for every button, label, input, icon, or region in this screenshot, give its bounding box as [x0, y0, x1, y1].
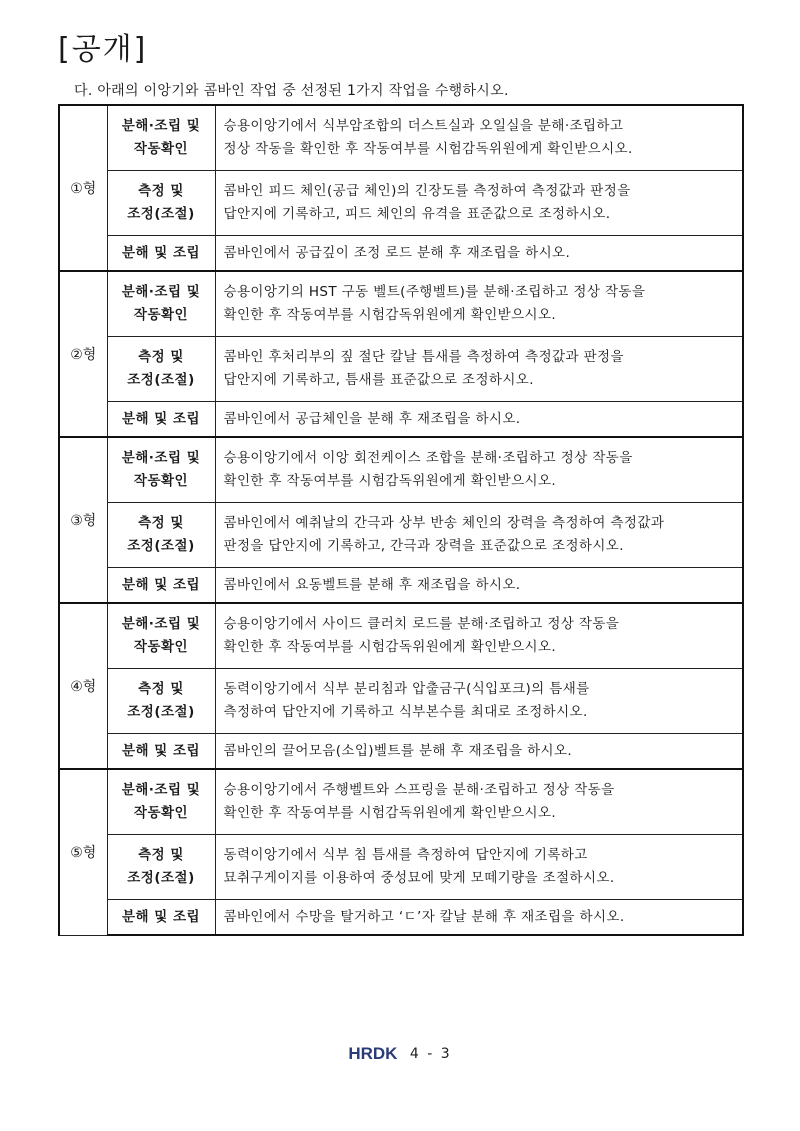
task-description: [215, 669, 743, 734]
category-line: 작동확인: [133, 141, 189, 157]
task-description: [215, 337, 743, 402]
category-line: 분해·조립 및: [121, 450, 201, 466]
category-line: 분해 및 조립: [121, 908, 201, 925]
description-line: 확인한 후 작동여부를 시험감독위원에게 확인받으시오.: [223, 805, 557, 821]
task-category: [107, 171, 215, 236]
category-line: 분해·조립 및: [121, 616, 201, 632]
description-line: 승용이앙기의 HST 구동 벨트(주행벨트)를 분해·조립하고 정상 작동을: [223, 284, 646, 300]
description-line: 답안지에 기록하고, 피드 체인의 유격을 표준값으로 조정하시오.: [223, 206, 611, 222]
task-category: [107, 402, 215, 438]
task-description: [215, 503, 743, 568]
table-row: [59, 437, 743, 503]
description-line: 콤바인에서 공급깊이 조정 로드 분해 후 재조립을 하시오.: [223, 244, 571, 261]
task-category: [107, 437, 215, 503]
table-row: [59, 769, 743, 835]
table-row: [59, 402, 743, 438]
table-row: [59, 503, 743, 568]
description-line: 승용이앙기에서 이앙 회전케이스 조합을 분해·조립하고 정상 작동을: [223, 450, 633, 466]
category-line: 분해 및 조립: [121, 410, 201, 427]
task-table: [58, 104, 744, 936]
description-line: 콤바인에서 수망을 탈거하고 ‘ㄷ’자 칼날 분해 후 재조립을 하시오.: [223, 908, 625, 925]
category-line: 조정(조절): [127, 870, 195, 886]
description-line: 승용이앙기에서 식부암조합의 더스트실과 오일실을 분해·조립하고: [223, 118, 624, 134]
category-line: 작동확인: [133, 307, 189, 323]
table-row: [59, 105, 743, 171]
task-description: [215, 437, 743, 503]
category-line: 조정(조절): [127, 372, 195, 388]
description-line: 동력이앙기에서 식부 분리침과 압출금구(식입포크)의 틈새를: [223, 681, 590, 697]
table-row: [59, 734, 743, 770]
table-row: [59, 171, 743, 236]
task-category: [107, 769, 215, 835]
page-number: 4 - 3: [409, 1046, 452, 1062]
task-type-label: ⑤형: [59, 769, 107, 935]
description-line: 측정하여 답안지에 기록하고 식부본수를 최대로 조정하시오.: [223, 704, 588, 720]
description-line: 답안지에 기록하고, 틈새를 표준값으로 조정하시오.: [223, 372, 534, 388]
task-type-label: ④형: [59, 603, 107, 769]
category-line: 분해·조립 및: [121, 782, 201, 798]
task-description: [215, 402, 743, 438]
description-line: 승용이앙기에서 사이드 클러치 로드를 분해·조립하고 정상 작동을: [223, 616, 620, 632]
task-description: [215, 105, 743, 171]
category-line: 분해 및 조립: [121, 576, 201, 593]
description-line: 콤바인의 끌어모음(소입)벨트를 분해 후 재조립을 하시오.: [223, 742, 573, 759]
page-title: [공개]: [58, 32, 148, 67]
task-type-label: ②형: [59, 271, 107, 437]
category-line: 측정 및: [138, 847, 184, 863]
category-line: 조정(조절): [127, 206, 195, 222]
category-line: 분해 및 조립: [121, 244, 201, 261]
table-row: [59, 603, 743, 669]
task-description: [215, 769, 743, 835]
category-line: 측정 및: [138, 515, 184, 531]
category-line: 조정(조절): [127, 704, 195, 720]
description-line: 콤바인 후처리부의 짚 절단 칼날 틈새를 측정하여 측정값과 판정을: [223, 349, 624, 365]
table-row: [59, 669, 743, 734]
description-line: 콤바인 피드 체인(공급 체인)의 긴장도를 측정하여 측정값과 판정을: [223, 183, 631, 199]
task-type-label: ③형: [59, 437, 107, 603]
category-line: 작동확인: [133, 473, 189, 489]
description-line: 확인한 후 작동여부를 시험감독위원에게 확인받으시오.: [223, 473, 557, 489]
task-description: [215, 236, 743, 272]
description-line: 콤바인에서 예취날의 간극과 상부 반송 체인의 장력을 측정하여 측정값과: [223, 515, 665, 531]
task-category: [107, 236, 215, 272]
task-category: [107, 835, 215, 900]
description-line: 정상 작동을 확인한 후 작동여부를 시험감독위원에게 확인받으시오.: [223, 141, 633, 157]
table-row: [59, 337, 743, 402]
task-category: [107, 568, 215, 604]
category-line: 분해·조립 및: [121, 118, 201, 134]
category-line: 측정 및: [138, 681, 184, 697]
task-category: [107, 105, 215, 171]
description-line: 콤바인에서 공급체인을 분해 후 재조립을 하시오.: [223, 410, 521, 427]
category-line: 측정 및: [138, 183, 184, 199]
table-row: [59, 835, 743, 900]
description-line: 콤바인에서 요동벨트를 분해 후 재조립을 하시오.: [223, 576, 521, 593]
category-line: 작동확인: [133, 639, 189, 655]
task-description: [215, 734, 743, 770]
table-row: [59, 236, 743, 272]
table-row: [59, 900, 743, 936]
description-line: 묘취구게이지를 이용하여 중성묘에 맞게 모떼기량을 조절하시오.: [223, 870, 615, 886]
task-description: [215, 603, 743, 669]
task-description: [215, 568, 743, 604]
instruction-text: 다. 아래의 이앙기와 콤바인 작업 중 선정된 1가지 작업을 수행하시오.: [74, 83, 509, 99]
category-line: 분해 및 조립: [121, 742, 201, 759]
page-footer: [0, 1044, 800, 1064]
description-line: 판정을 답안지에 기록하고, 간극과 장력을 표준값으로 조정하시오.: [223, 538, 624, 554]
description-line: 확인한 후 작동여부를 시험감독위원에게 확인받으시오.: [223, 307, 557, 323]
table-row: [59, 568, 743, 604]
task-category: [107, 603, 215, 669]
category-line: 작동확인: [133, 805, 189, 821]
category-line: 분해·조립 및: [121, 284, 201, 300]
category-line: 조정(조절): [127, 538, 195, 554]
hrdk-logo: HRDK: [348, 1044, 398, 1063]
task-category: [107, 734, 215, 770]
task-description: [215, 835, 743, 900]
task-category: [107, 503, 215, 568]
description-line: 승용이앙기에서 주행벨트와 스프링을 분해·조립하고 정상 작동을: [223, 782, 615, 798]
task-description: [215, 900, 743, 936]
description-line: 동력이앙기에서 식부 침 틈새를 측정하여 답안지에 기록하고: [223, 847, 588, 863]
task-category: [107, 337, 215, 402]
description-line: 확인한 후 작동여부를 시험감독위원에게 확인받으시오.: [223, 639, 557, 655]
task-description: [215, 171, 743, 236]
table-row: [59, 271, 743, 337]
task-description: [215, 271, 743, 337]
category-line: 측정 및: [138, 349, 184, 365]
task-category: [107, 900, 215, 936]
task-category: [107, 669, 215, 734]
task-type-label: ①형: [59, 105, 107, 271]
task-category: [107, 271, 215, 337]
